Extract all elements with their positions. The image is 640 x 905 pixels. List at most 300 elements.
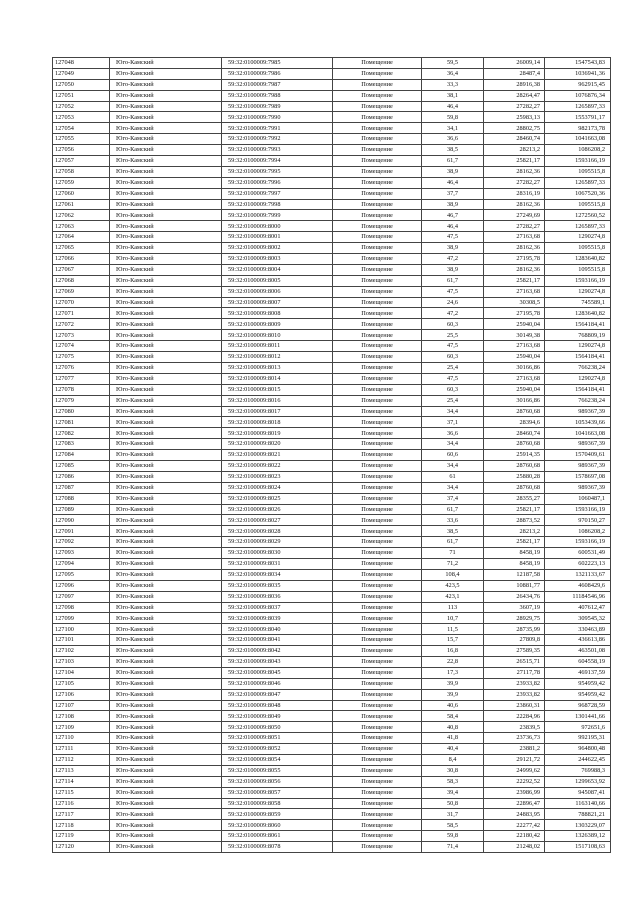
- district-cell: Юго-Камский: [110, 406, 222, 417]
- cadastral-number-cell: 59:32:0100009:8030: [222, 548, 333, 559]
- table-row: [53, 460, 611, 471]
- cadastral-value-table-page: [52, 57, 605, 853]
- table-row: [53, 569, 611, 580]
- area-cell: 38,1: [422, 90, 484, 101]
- unit-value-cell: 23881,2: [484, 744, 545, 755]
- object-type-cell: Помещение: [333, 526, 422, 537]
- cadastral-value-cell: 1326389,12: [545, 831, 611, 842]
- table-row: [53, 558, 611, 569]
- table-row: [53, 243, 611, 254]
- object-type-cell: Помещение: [333, 842, 422, 853]
- area-cell: 34,1: [422, 123, 484, 134]
- cadastral-number-cell: 59:32:0100009:8049: [222, 711, 333, 722]
- area-cell: 47,5: [422, 373, 484, 384]
- row-number-cell: 127103: [53, 656, 110, 667]
- row-number-cell: 127063: [53, 221, 110, 232]
- unit-value-cell: 28162,36: [484, 166, 545, 177]
- area-cell: 17,3: [422, 667, 484, 678]
- area-cell: 47,5: [422, 232, 484, 243]
- unit-value-cell: 22277,42: [484, 820, 545, 831]
- cadastral-number-cell: 59:32:0100009:8010: [222, 330, 333, 341]
- unit-value-cell: 8458,19: [484, 548, 545, 559]
- unit-value-cell: 28394,6: [484, 417, 545, 428]
- district-cell: Юго-Камский: [110, 123, 222, 134]
- table-row: [53, 112, 611, 123]
- cadastral-number-cell: 59:32:0100009:8046: [222, 678, 333, 689]
- cadastral-number-cell: 59:32:0100009:8037: [222, 602, 333, 613]
- cadastral-number-cell: 59:32:0100009:8006: [222, 286, 333, 297]
- district-cell: Юго-Камский: [110, 58, 222, 69]
- cadastral-value-cell: 992195,31: [545, 733, 611, 744]
- unit-value-cell: 28760,68: [484, 439, 545, 450]
- unit-value-cell: 28760,68: [484, 406, 545, 417]
- object-type-cell: Помещение: [333, 177, 422, 188]
- area-cell: 39,4: [422, 787, 484, 798]
- table-row: [53, 395, 611, 406]
- district-cell: Юго-Камский: [110, 635, 222, 646]
- area-cell: 41,8: [422, 733, 484, 744]
- cadastral-value-cell: 1283640,82: [545, 308, 611, 319]
- area-cell: 37,1: [422, 417, 484, 428]
- cadastral-value-cell: 1299653,92: [545, 776, 611, 787]
- district-cell: Юго-Камский: [110, 439, 222, 450]
- unit-value-cell: 23839,5: [484, 722, 545, 733]
- area-cell: 423,1: [422, 591, 484, 602]
- district-cell: Юго-Камский: [110, 362, 222, 373]
- row-number-cell: 127090: [53, 515, 110, 526]
- table-row: [53, 275, 611, 286]
- cadastral-value-cell: 1076876,34: [545, 90, 611, 101]
- row-number-cell: 127069: [53, 286, 110, 297]
- table-row: [53, 384, 611, 395]
- cadastral-value-cell: 407612,47: [545, 602, 611, 613]
- unit-value-cell: 28487,4: [484, 68, 545, 79]
- row-number-cell: 127101: [53, 635, 110, 646]
- unit-value-cell: 24883,95: [484, 809, 545, 820]
- area-cell: 71,2: [422, 558, 484, 569]
- row-number-cell: 127118: [53, 820, 110, 831]
- cadastral-number-cell: 59:32:0100009:7998: [222, 199, 333, 210]
- cadastral-number-cell: 59:32:0100009:8057: [222, 787, 333, 798]
- table-row: [53, 439, 611, 450]
- table-body: [53, 58, 611, 853]
- district-cell: Юго-Камский: [110, 297, 222, 308]
- unit-value-cell: 28213,2: [484, 526, 545, 537]
- cadastral-number-cell: 59:32:0100009:8025: [222, 493, 333, 504]
- area-cell: 61,7: [422, 537, 484, 548]
- object-type-cell: Помещение: [333, 166, 422, 177]
- object-type-cell: Помещение: [333, 515, 422, 526]
- area-cell: 37,4: [422, 493, 484, 504]
- district-cell: Юго-Камский: [110, 548, 222, 559]
- table-row: [53, 515, 611, 526]
- cadastral-number-cell: 59:32:0100009:8016: [222, 395, 333, 406]
- object-type-cell: Помещение: [333, 145, 422, 156]
- district-cell: Юго-Камский: [110, 820, 222, 831]
- area-cell: 59,8: [422, 112, 484, 123]
- cadastral-value-cell: 1593166,19: [545, 275, 611, 286]
- table-row: [53, 635, 611, 646]
- area-cell: 59,5: [422, 58, 484, 69]
- row-number-cell: 127108: [53, 711, 110, 722]
- district-cell: Юго-Камский: [110, 384, 222, 395]
- object-type-cell: Помещение: [333, 79, 422, 90]
- object-type-cell: Помещение: [333, 210, 422, 221]
- cadastral-value-cell: 989367,39: [545, 406, 611, 417]
- cadastral-number-cell: 59:32:0100009:8005: [222, 275, 333, 286]
- object-type-cell: Помещение: [333, 482, 422, 493]
- area-cell: 60,3: [422, 319, 484, 330]
- cadastral-number-cell: 59:32:0100009:8048: [222, 700, 333, 711]
- object-type-cell: Помещение: [333, 123, 422, 134]
- unit-value-cell: 22284,96: [484, 711, 545, 722]
- district-cell: Юго-Камский: [110, 667, 222, 678]
- table-row: [53, 362, 611, 373]
- row-number-cell: 127052: [53, 101, 110, 112]
- row-number-cell: 127051: [53, 90, 110, 101]
- district-cell: Юго-Камский: [110, 254, 222, 265]
- row-number-cell: 127106: [53, 689, 110, 700]
- cadastral-value-cell: 1564184,41: [545, 384, 611, 395]
- row-number-cell: 127104: [53, 667, 110, 678]
- area-cell: 46,4: [422, 101, 484, 112]
- row-number-cell: 127073: [53, 330, 110, 341]
- cadastral-number-cell: 59:32:0100009:8042: [222, 646, 333, 657]
- table-row: [53, 787, 611, 798]
- object-type-cell: Помещение: [333, 580, 422, 591]
- table-row: [53, 341, 611, 352]
- cadastral-value-cell: 982173,78: [545, 123, 611, 134]
- area-cell: 58,5: [422, 820, 484, 831]
- district-cell: Юго-Камский: [110, 232, 222, 243]
- table-row: [53, 733, 611, 744]
- unit-value-cell: 28873,52: [484, 515, 545, 526]
- cadastral-number-cell: 59:32:0100009:7987: [222, 79, 333, 90]
- cadastral-value-cell: 309545,32: [545, 613, 611, 624]
- unit-value-cell: 25821,17: [484, 504, 545, 515]
- district-cell: Юго-Камский: [110, 112, 222, 123]
- cadastral-number-cell: 59:32:0100009:8019: [222, 428, 333, 439]
- object-type-cell: Помещение: [333, 254, 422, 265]
- cadastral-value-cell: 745589,1: [545, 297, 611, 308]
- object-type-cell: Помещение: [333, 493, 422, 504]
- row-number-cell: 127086: [53, 471, 110, 482]
- cadastral-number-cell: 59:32:0100009:7997: [222, 188, 333, 199]
- cadastral-number-cell: 59:32:0100009:8061: [222, 831, 333, 842]
- table-row: [53, 101, 611, 112]
- district-cell: Юго-Камский: [110, 733, 222, 744]
- cadastral-value-cell: 1290274,8: [545, 232, 611, 243]
- area-cell: 10,7: [422, 613, 484, 624]
- cadastral-number-cell: 59:32:0100009:8011: [222, 341, 333, 352]
- table-row: [53, 678, 611, 689]
- table-row: [53, 297, 611, 308]
- object-type-cell: Помещение: [333, 68, 422, 79]
- unit-value-cell: 28316,19: [484, 188, 545, 199]
- cadastral-number-cell: 59:32:0100009:7995: [222, 166, 333, 177]
- unit-value-cell: 28264,47: [484, 90, 545, 101]
- district-cell: Юго-Камский: [110, 308, 222, 319]
- unit-value-cell: 27163,68: [484, 286, 545, 297]
- row-number-cell: 127074: [53, 341, 110, 352]
- district-cell: Юго-Камский: [110, 515, 222, 526]
- table-row: [53, 602, 611, 613]
- object-type-cell: Помещение: [333, 264, 422, 275]
- table-row: [53, 722, 611, 733]
- table-row: [53, 134, 611, 145]
- area-cell: 22,8: [422, 656, 484, 667]
- cadastral-number-cell: 59:32:0100009:8001: [222, 232, 333, 243]
- cadastral-number-cell: 59:32:0100009:8040: [222, 624, 333, 635]
- cadastral-value-cell: 1036941,36: [545, 68, 611, 79]
- unit-value-cell: 27117,78: [484, 667, 545, 678]
- district-cell: Юго-Камский: [110, 504, 222, 515]
- cadastral-value-cell: 4608429,6: [545, 580, 611, 591]
- table-row: [53, 232, 611, 243]
- object-type-cell: Помещение: [333, 362, 422, 373]
- cadastral-value-cell: 1283640,82: [545, 254, 611, 265]
- row-number-cell: 127065: [53, 243, 110, 254]
- district-cell: Юго-Камский: [110, 330, 222, 341]
- cadastral-value-cell: 1060487,1: [545, 493, 611, 504]
- object-type-cell: Помещение: [333, 439, 422, 450]
- table-row: [53, 667, 611, 678]
- area-cell: 59,8: [422, 831, 484, 842]
- district-cell: Юго-Камский: [110, 776, 222, 787]
- district-cell: Юго-Камский: [110, 68, 222, 79]
- row-number-cell: 127102: [53, 646, 110, 657]
- unit-value-cell: 27282,27: [484, 101, 545, 112]
- cadastral-number-cell: 59:32:0100009:8028: [222, 526, 333, 537]
- unit-value-cell: 27282,27: [484, 177, 545, 188]
- cadastral-number-cell: 59:32:0100009:8036: [222, 591, 333, 602]
- row-number-cell: 127060: [53, 188, 110, 199]
- cadastral-number-cell: 59:32:0100009:8018: [222, 417, 333, 428]
- row-number-cell: 127067: [53, 264, 110, 275]
- area-cell: 40,8: [422, 722, 484, 733]
- district-cell: Юго-Камский: [110, 526, 222, 537]
- table-row: [53, 79, 611, 90]
- cadastral-value-cell: 768809,19: [545, 330, 611, 341]
- object-type-cell: Помещение: [333, 656, 422, 667]
- area-cell: 38,9: [422, 243, 484, 254]
- cadastral-value-cell: 1578697,08: [545, 471, 611, 482]
- area-cell: 60,3: [422, 384, 484, 395]
- object-type-cell: Помещение: [333, 297, 422, 308]
- district-cell: Юго-Камский: [110, 787, 222, 798]
- district-cell: Юго-Камский: [110, 624, 222, 635]
- area-cell: 38,9: [422, 264, 484, 275]
- row-number-cell: 127091: [53, 526, 110, 537]
- cadastral-value-cell: 1290274,8: [545, 341, 611, 352]
- district-cell: Юго-Камский: [110, 79, 222, 90]
- district-cell: Юго-Камский: [110, 450, 222, 461]
- cadastral-number-cell: 59:32:0100009:8007: [222, 297, 333, 308]
- area-cell: 25,4: [422, 395, 484, 406]
- cadastral-value-cell: 1067520,36: [545, 188, 611, 199]
- table-row: [53, 689, 611, 700]
- district-cell: Юго-Камский: [110, 156, 222, 167]
- cadastral-number-cell: 59:32:0100009:8027: [222, 515, 333, 526]
- cadastral-number-cell: 59:32:0100009:8035: [222, 580, 333, 591]
- cadastral-number-cell: 59:32:0100009:8052: [222, 744, 333, 755]
- district-cell: Юго-Камский: [110, 722, 222, 733]
- table-row: [53, 319, 611, 330]
- row-number-cell: 127087: [53, 482, 110, 493]
- area-cell: 38,5: [422, 145, 484, 156]
- object-type-cell: Помещение: [333, 798, 422, 809]
- row-number-cell: 127105: [53, 678, 110, 689]
- unit-value-cell: 27589,35: [484, 646, 545, 657]
- object-type-cell: Помещение: [333, 221, 422, 232]
- cadastral-number-cell: 59:32:0100009:8078: [222, 842, 333, 853]
- unit-value-cell: 27163,68: [484, 341, 545, 352]
- cadastral-value-table: [52, 57, 611, 853]
- unit-value-cell: 30308,5: [484, 297, 545, 308]
- district-cell: Юго-Камский: [110, 602, 222, 613]
- cadastral-value-cell: 989367,39: [545, 460, 611, 471]
- cadastral-number-cell: 59:32:0100009:8023: [222, 471, 333, 482]
- object-type-cell: Помещение: [333, 319, 422, 330]
- area-cell: 25,4: [422, 362, 484, 373]
- cadastral-number-cell: 59:32:0100009:7986: [222, 68, 333, 79]
- area-cell: 58,3: [422, 776, 484, 787]
- area-cell: 37,7: [422, 188, 484, 199]
- unit-value-cell: 10881,77: [484, 580, 545, 591]
- cadastral-number-cell: 59:32:0100009:8034: [222, 569, 333, 580]
- object-type-cell: Помещение: [333, 330, 422, 341]
- unit-value-cell: 25821,17: [484, 156, 545, 167]
- district-cell: Юго-Камский: [110, 166, 222, 177]
- unit-value-cell: 30149,38: [484, 330, 545, 341]
- row-number-cell: 127089: [53, 504, 110, 515]
- area-cell: 47,5: [422, 286, 484, 297]
- cadastral-number-cell: 59:32:0100009:7996: [222, 177, 333, 188]
- row-number-cell: 127064: [53, 232, 110, 243]
- row-number-cell: 127062: [53, 210, 110, 221]
- table-row: [53, 809, 611, 820]
- cadastral-value-cell: 1593166,19: [545, 156, 611, 167]
- row-number-cell: 127092: [53, 537, 110, 548]
- cadastral-value-cell: 1290274,8: [545, 286, 611, 297]
- cadastral-value-cell: 1564184,41: [545, 319, 611, 330]
- cadastral-value-cell: 1301441,66: [545, 711, 611, 722]
- table-row: [53, 842, 611, 853]
- district-cell: Юго-Камский: [110, 90, 222, 101]
- cadastral-value-cell: 1517108,63: [545, 842, 611, 853]
- area-cell: 58,4: [422, 711, 484, 722]
- row-number-cell: 127077: [53, 373, 110, 384]
- table-row: [53, 700, 611, 711]
- cadastral-number-cell: 59:32:0100009:7993: [222, 145, 333, 156]
- cadastral-value-cell: 972651,6: [545, 722, 611, 733]
- unit-value-cell: 25821,17: [484, 537, 545, 548]
- cadastral-value-cell: 970150,27: [545, 515, 611, 526]
- cadastral-value-cell: 1095515,8: [545, 264, 611, 275]
- unit-value-cell: 30166,86: [484, 362, 545, 373]
- table-row: [53, 776, 611, 787]
- object-type-cell: Помещение: [333, 156, 422, 167]
- district-cell: Юго-Камский: [110, 199, 222, 210]
- unit-value-cell: 28735,99: [484, 624, 545, 635]
- object-type-cell: Помещение: [333, 112, 422, 123]
- district-cell: Юго-Камский: [110, 558, 222, 569]
- table-row: [53, 68, 611, 79]
- table-row: [53, 765, 611, 776]
- cadastral-value-cell: 469137,59: [545, 667, 611, 678]
- unit-value-cell: 30166,86: [484, 395, 545, 406]
- object-type-cell: Помещение: [333, 722, 422, 733]
- area-cell: 38,9: [422, 166, 484, 177]
- district-cell: Юго-Камский: [110, 373, 222, 384]
- cadastral-value-cell: 954959,42: [545, 678, 611, 689]
- area-cell: 60,3: [422, 352, 484, 363]
- object-type-cell: Помещение: [333, 548, 422, 559]
- cadastral-value-cell: 1265897,33: [545, 221, 611, 232]
- row-number-cell: 127099: [53, 613, 110, 624]
- cadastral-value-cell: 1303229,07: [545, 820, 611, 831]
- object-type-cell: Помещение: [333, 667, 422, 678]
- object-type-cell: Помещение: [333, 646, 422, 657]
- district-cell: Юго-Камский: [110, 656, 222, 667]
- object-type-cell: Помещение: [333, 417, 422, 428]
- cadastral-number-cell: 59:32:0100009:7992: [222, 134, 333, 145]
- area-cell: 61,7: [422, 275, 484, 286]
- table-row: [53, 504, 611, 515]
- cadastral-number-cell: 59:32:0100009:8004: [222, 264, 333, 275]
- district-cell: Юго-Камский: [110, 471, 222, 482]
- area-cell: 61,7: [422, 156, 484, 167]
- unit-value-cell: 27163,68: [484, 232, 545, 243]
- cadastral-value-cell: 1041663,08: [545, 428, 611, 439]
- area-cell: 47,2: [422, 254, 484, 265]
- district-cell: Юго-Камский: [110, 243, 222, 254]
- area-cell: 71,4: [422, 842, 484, 853]
- table-row: [53, 482, 611, 493]
- row-number-cell: 127061: [53, 199, 110, 210]
- cadastral-value-cell: 788821,21: [545, 809, 611, 820]
- row-number-cell: 127113: [53, 765, 110, 776]
- district-cell: Юго-Камский: [110, 646, 222, 657]
- table-row: [53, 656, 611, 667]
- table-row: [53, 526, 611, 537]
- object-type-cell: Помещение: [333, 591, 422, 602]
- district-cell: Юго-Камский: [110, 264, 222, 275]
- object-type-cell: Помещение: [333, 602, 422, 613]
- object-type-cell: Помещение: [333, 286, 422, 297]
- area-cell: 61: [422, 471, 484, 482]
- district-cell: Юго-Камский: [110, 569, 222, 580]
- unit-value-cell: 22292,52: [484, 776, 545, 787]
- cadastral-value-cell: 1265897,33: [545, 101, 611, 112]
- cadastral-number-cell: 59:32:0100009:8031: [222, 558, 333, 569]
- district-cell: Юго-Камский: [110, 678, 222, 689]
- table-row: [53, 90, 611, 101]
- district-cell: Юго-Камский: [110, 580, 222, 591]
- object-type-cell: Помещение: [333, 428, 422, 439]
- unit-value-cell: 27195,78: [484, 308, 545, 319]
- unit-value-cell: 23860,31: [484, 700, 545, 711]
- cadastral-value-cell: 1553791,17: [545, 112, 611, 123]
- district-cell: Юго-Камский: [110, 744, 222, 755]
- object-type-cell: Помещение: [333, 744, 422, 755]
- cadastral-number-cell: 59:32:0100009:8059: [222, 809, 333, 820]
- cadastral-value-cell: 1593166,19: [545, 537, 611, 548]
- district-cell: Юго-Камский: [110, 809, 222, 820]
- object-type-cell: Помещение: [333, 613, 422, 624]
- table-row: [53, 755, 611, 766]
- area-cell: 8,4: [422, 755, 484, 766]
